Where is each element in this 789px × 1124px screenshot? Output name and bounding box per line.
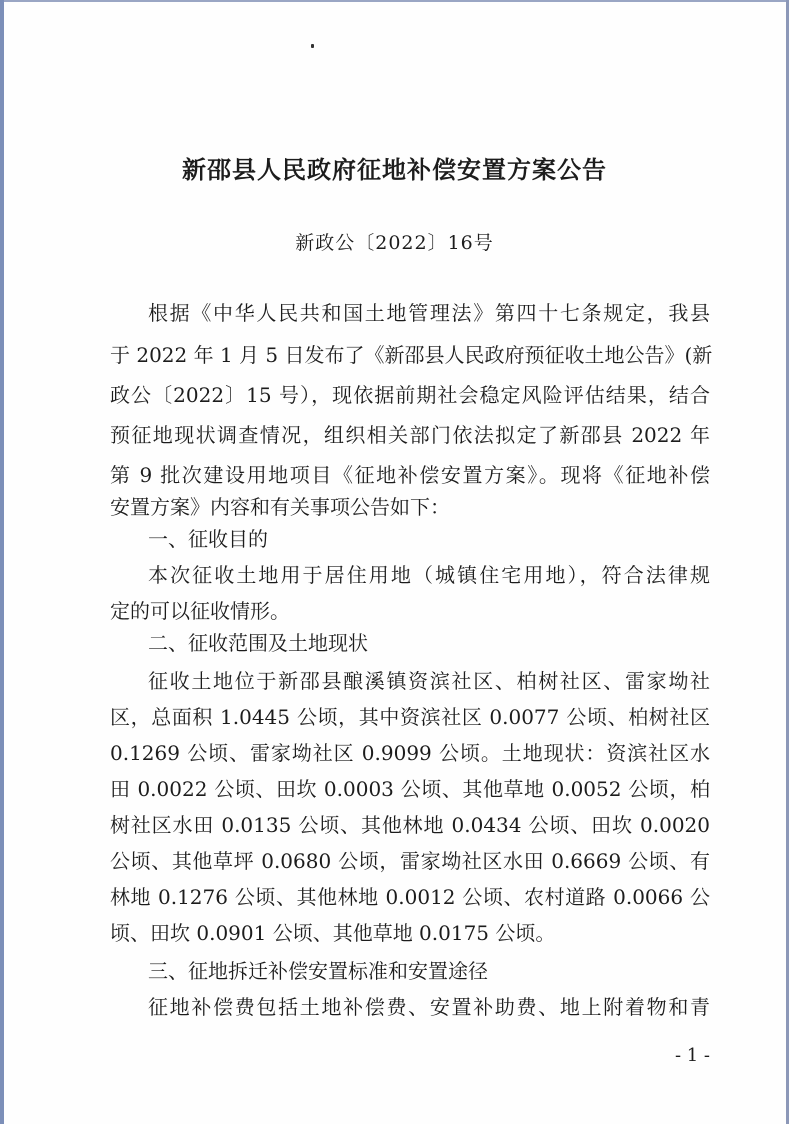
body-line: 安置方案》内容和有关事项公告如下： xyxy=(110,495,450,519)
body-line: 树社区水田 0.0135 公顷、其他林地 0.0434 公顷、田坎 0.0020 xyxy=(110,813,710,837)
page-number: - 1 - xyxy=(674,1045,710,1066)
body-line: 0.1269 公顷、雷家坳社区 0.9099 公顷。土地现状：资滨社区水 xyxy=(110,741,710,765)
body-line: 顷、田坎 0.0901 公顷、其他草地 0.0175 公顷。 xyxy=(110,921,556,945)
body-line: 政公〔2022〕15 号），现依据前期社会稳定风险评估结果，结合 xyxy=(110,383,710,407)
body-line: 第 9 批次建设用地项目《征地补偿安置方案》。现将《征地补偿 xyxy=(110,463,710,487)
body-line: 田 0.0022 公顷、田坎 0.0003 公顷、其他草地 0.0052 公顷，柏 xyxy=(110,777,710,801)
section-heading: 二、征收范围及土地现状 xyxy=(148,631,368,655)
body-line: 本次征收土地用于居住用地（城镇住宅用地），符合法律规 xyxy=(148,563,710,587)
body-line: 根据《中华人民共和国土地管理法》第四十七条规定，我县 xyxy=(148,301,710,325)
body-line: 征地补偿费包括土地补偿费、安置补助费、地上附着物和青 xyxy=(148,995,710,1019)
document-title: 新邵县人民政府征地补偿安置方案公告 xyxy=(182,155,607,184)
body-line: 征收土地位于新邵县酿溪镇资滨社区、柏树社区、雷家坳社 xyxy=(148,669,710,693)
body-line: 公顷、其他草坪 0.0680 公顷，雷家坳社区水田 0.6669 公顷、有 xyxy=(110,849,710,873)
body-line: 预征地现状调查情况，组织相关部门依法拟定了新邵县 2022 年 xyxy=(110,423,710,447)
scan-edge-top xyxy=(0,0,789,2)
body-line: 区，总面积 1.0445 公顷，其中资滨社区 0.0077 公顷、柏树社区 xyxy=(110,705,710,729)
scan-speck xyxy=(311,44,314,48)
section-heading: 一、征收目的 xyxy=(148,527,268,551)
document-number: 新政公〔2022〕16号 xyxy=(295,232,494,254)
section-heading: 三、征地拆迁补偿安置标准和安置途径 xyxy=(148,959,488,983)
body-line: 定的可以征收情形。 xyxy=(110,599,290,623)
body-line: 林地 0.1276 公顷、其他林地 0.0012 公顷、农村道路 0.0066 公 xyxy=(110,885,710,909)
body-line: 于 2022 年 1 月 5 日发布了《新邵县人民政府预征收土地公告》(新 xyxy=(110,343,713,367)
